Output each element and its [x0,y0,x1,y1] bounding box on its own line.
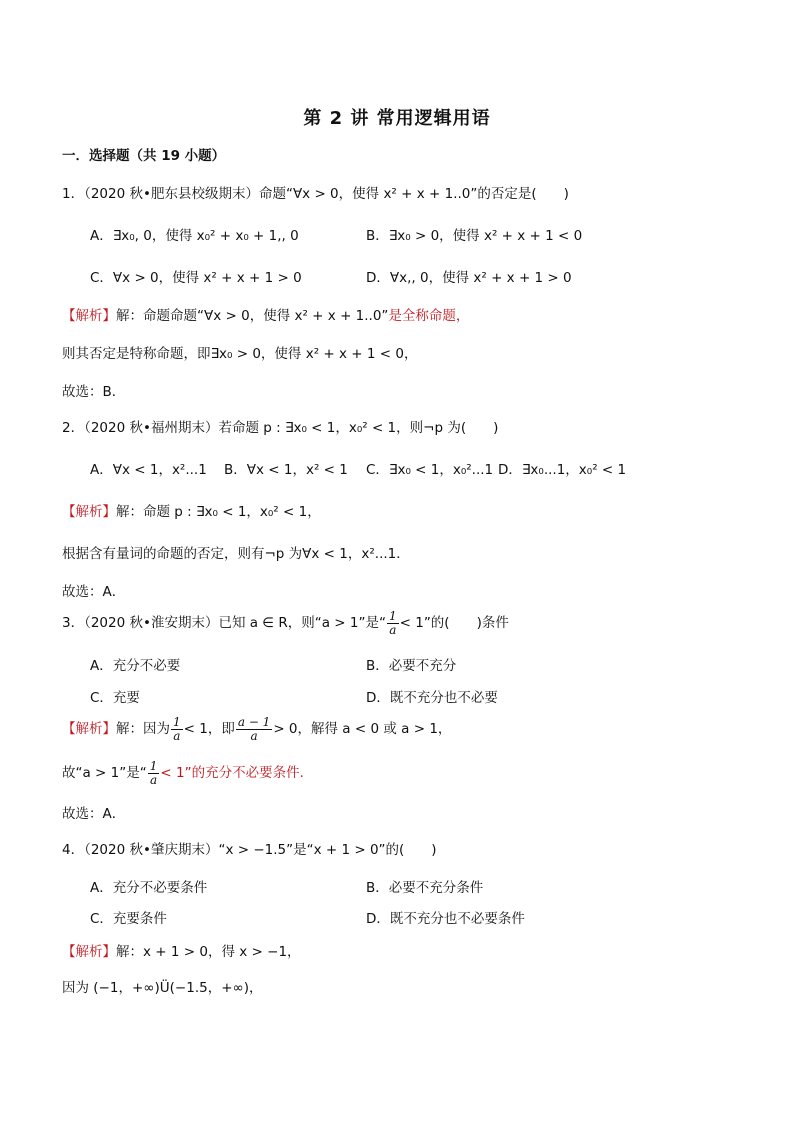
question-4-solution [62,940,301,960]
question-1-solution [62,304,469,324]
fraction-denominator: a [250,728,258,743]
page-title: 第 2 讲 常用逻辑用语 [303,108,491,129]
question-1-option-b: B．∃x₀ > 0，使得 x² + x + 1 < 0 [366,228,583,244]
solution-text: 解：因为 [116,721,170,738]
question-1-answer: 故选：B． [62,384,126,400]
solution-text: > 0，解得 a < 0 或 a > 1， [273,721,452,738]
fraction-numerator: 1 [173,715,181,729]
solution-highlight: < 1”的充分不必要条件. [160,765,304,782]
question-1-option-d: D．∀x,, 0，使得 x² + x + 1 > 0 [366,270,572,286]
question-3-solution-line-2 [62,760,304,786]
question-3-stem [62,610,509,636]
solution-text: 解：x + 1 > 0，得 x > −1， [116,944,301,960]
question-1-option-c: C．∀x > 0，使得 x² + x + 1 > 0 [90,270,302,286]
fraction [387,610,399,636]
question-4-option-a: A．充分不必要条件 [90,880,208,896]
question-4-option-d: D．既不充分也不必要条件 [366,911,525,927]
fraction-numerator: a − 1 [237,715,271,729]
question-4-solution-line-2: 因为 (−1，+∞)Ü(−1.5，+∞)， [62,980,263,996]
question-4-option-b: B．必要不充分条件 [366,880,484,896]
question-2-option-b: B．∀x < 1，x² < 1 [224,462,348,478]
fraction-denominator: a [149,772,158,787]
solution-tag: 【解析】 [62,721,116,738]
question-3-answer: 故选：A． [62,806,126,822]
question-2-answer: 故选：A． [62,584,126,600]
question-4-option-c: C．充要条件 [90,911,167,927]
solution-text: 解：命题 p : ∃x₀ < 1，x₀² < 1， [116,504,321,520]
solution-text: < 1，即 [183,721,235,738]
question-2-option-a: A．∀x < 1，x²...1 [90,462,207,478]
question-1-solution-line-2: 则其否定是特称命题，即∃x₀ > 0，使得 x² + x + 1 < 0， [62,346,418,362]
fraction [236,716,272,742]
question-2-option-c: C．∃x₀ < 1，x₀²...1 [366,462,494,478]
solution-highlight: 是全称命题， [388,308,470,324]
solution-text: 解：命题命题“∀x > 0，使得 x² + x + 1..0” [116,308,389,324]
fraction-denominator: a [389,622,397,637]
question-1-stem: 1．（2020 秋•肥东县校级期末）命题“∀x > 0，使得 x² + x + 1..0”的否定是( ) [62,186,569,202]
question-2-option-d: D．∃x₀...1，x₀² < 1 [498,462,627,478]
fraction [171,716,183,742]
question-2-solution-line-2: 根据含有量词的命题的否定，则有¬p 为∀x < 1，x²...1． [62,546,410,562]
fraction-denominator: a [173,728,181,743]
question-2-stem: 2．（2020 秋•福州期末）若命题 p : ∃x₀ < 1，x₀² < 1，则¬p 为( ) [62,420,499,436]
solution-tag: 【解析】 [62,308,116,324]
fraction [148,760,160,786]
solution-text: 故“a > 1”是“ [62,765,147,782]
question-3-option-b: B．必要不充分 [366,658,457,674]
solution-tag: 【解析】 [62,944,116,960]
section-heading: 一．选择题（共 19 小题） [62,148,226,164]
question-3-solution [62,716,451,742]
question-3-option-d: D．既不充分也不必要 [366,690,498,706]
question-3-option-c: C．充要 [90,690,140,706]
stem-text-end: < 1”的( )条件 [399,615,509,632]
fraction-numerator: 1 [149,759,158,773]
question-4-stem: 4．（2020 秋•肇庆期末）“x > −1.5”是“x + 1 > 0”的( ) [62,842,437,858]
stem-text: 3．（2020 秋•淮安期末）已知 a ∈ R，则“a > 1”是“ [62,615,386,632]
solution-tag: 【解析】 [62,504,116,520]
question-1-option-a: A．∃x₀, 0，使得 x₀² + x₀ + 1,, 0 [90,228,299,244]
question-2-solution [62,500,321,520]
question-3-option-a: A．充分不必要 [90,658,181,674]
fraction-numerator: 1 [388,609,397,623]
